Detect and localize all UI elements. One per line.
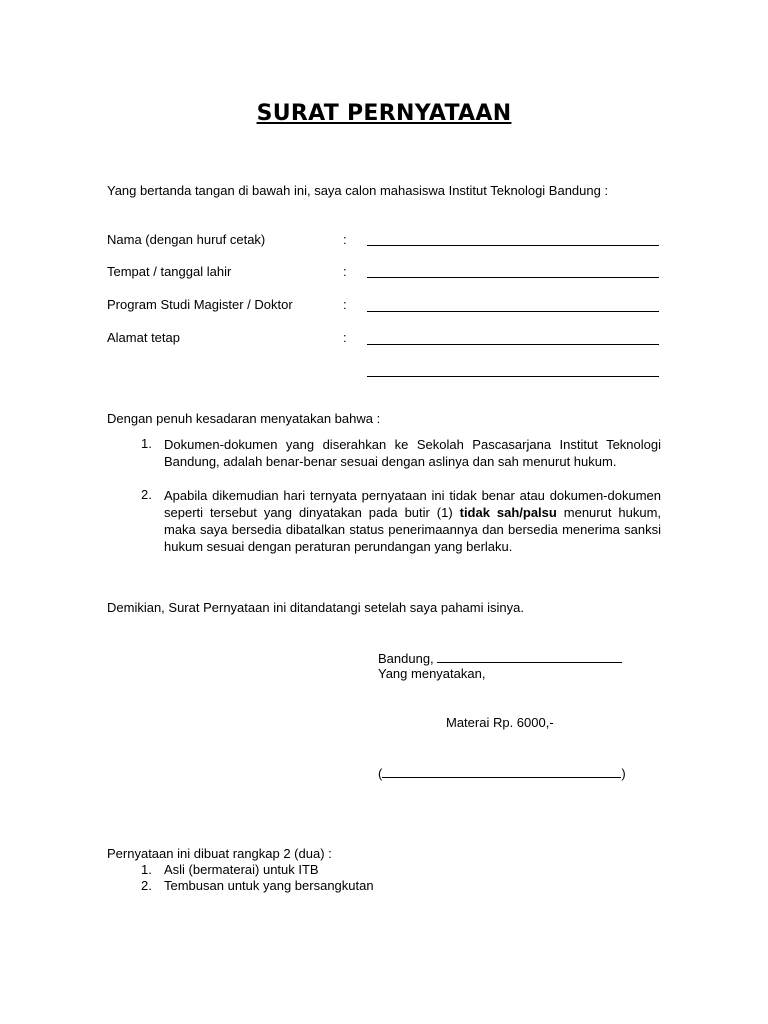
field-colon: : [343, 264, 347, 279]
point-2-text [164, 487, 661, 555]
field-blank-tempat-tanggal-lahir[interactable] [367, 277, 659, 278]
point-2-text-bold: tidak sah/palsu [459, 505, 557, 520]
intro-text: Yang bertanda tangan di bawah ini, saya calon mahasiswa Institut Teknologi Bandung : [107, 183, 609, 198]
declaration-intro: Dengan penuh kesadaran menyatakan bahwa : [107, 411, 381, 426]
field-blank-alamat-tetap-line-1[interactable] [367, 344, 659, 345]
signature-place [378, 650, 622, 667]
point-1-text: Dokumen-dokumen yang diserahkan ke Sekolah Pascasarjana Institut Teknologi Bandung, adalah benar-benar sesuai dengan aslinya dan sah menurut hukum. [164, 437, 661, 469]
field-blank-alamat-tetap-line-2[interactable] [367, 376, 659, 377]
signature-place-label: Bandung, [378, 651, 434, 666]
signature-close-paren: ) [621, 766, 626, 781]
field-label-program-studi: Program Studi Magister / Doktor [107, 297, 293, 312]
signature-open-paren: ( [378, 766, 383, 781]
signature-name-line [378, 765, 626, 782]
closing-text: Demikian, Surat Pernyataan ini ditandatangi setelah saya pahami isinya. [107, 600, 524, 615]
stamp-text: Materai Rp. 6000,- [446, 715, 554, 730]
document-title: SURAT PERNYATAAN [256, 101, 512, 126]
copies-item-text: Asli (bermaterai) untuk ITB [164, 862, 319, 877]
copies-item-number: 2. [141, 878, 152, 893]
field-label-nama: Nama (dengan huruf cetak) [107, 232, 266, 247]
signature-name-blank[interactable] [382, 765, 621, 778]
field-label-alamat-tetap: Alamat tetap [107, 330, 180, 345]
copies-item-number: 1. [141, 862, 152, 877]
point-number: 2. [141, 487, 152, 502]
field-colon: : [343, 297, 347, 312]
point-2-text-after: menurut hukum, maka saya bersedia dibatalkan status penerimaannya dan bersedia menerima sanksi hukum sesuai dengan peraturan perundangan yang berlaku. [164, 505, 662, 554]
field-label-tempat-tanggal-lahir: Tempat / tanggal lahir [107, 264, 232, 279]
copies-item-text: Tembusan untuk yang bersangkutan [164, 878, 374, 893]
copies-heading: Pernyataan ini dibuat rangkap 2 (dua) : [107, 846, 332, 861]
signature-declarant: Yang menyatakan, [378, 666, 486, 681]
field-blank-nama[interactable] [367, 245, 659, 246]
signature-date-blank[interactable] [437, 650, 622, 663]
point-number: 1. [141, 436, 152, 451]
field-colon: : [343, 232, 347, 247]
field-colon: : [343, 330, 347, 345]
point-2-text-before: Apabila dikemudian hari ternyata pernyataan ini tidak benar atau dokumen-dokumen seperti tersebut yang dinyatakan pada butir (1) [164, 488, 661, 520]
field-blank-program-studi[interactable] [367, 311, 659, 312]
